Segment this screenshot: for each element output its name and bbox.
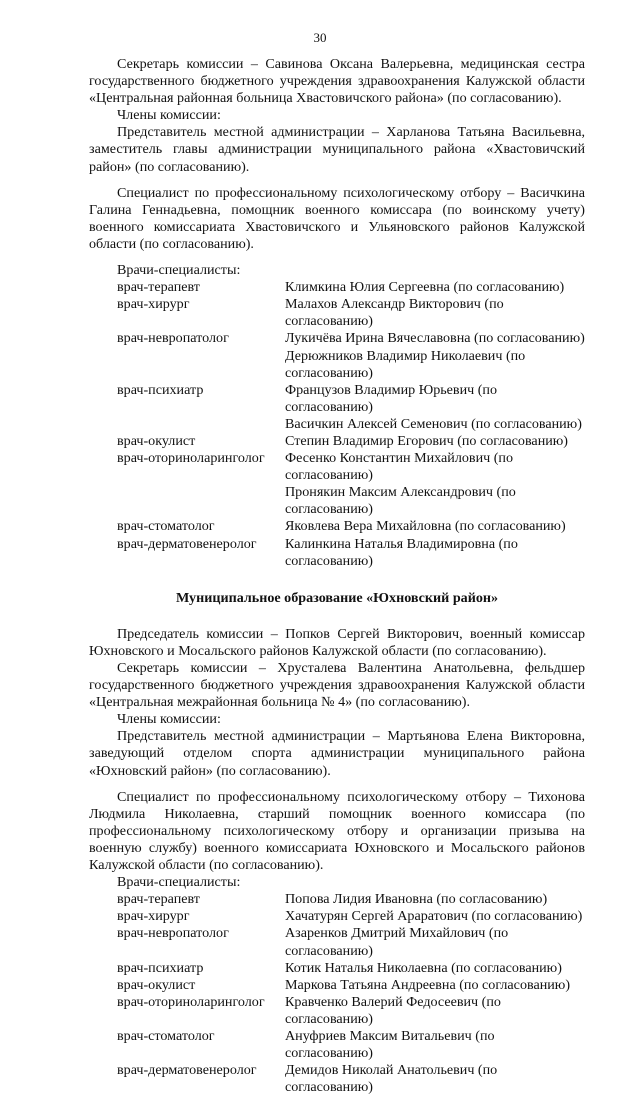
doctor-name: Дерюжников Владимир Николаевич (по согласованию) [285, 347, 526, 381]
psychologist-paragraph: Специалист по профессиональному психологическому отбору – Васичкина Галина Геннадьевна, помощник военного комиссара (по воинскому учету) военного комиссариата Хвастовичского и Ульяновского районов Калужской области (по согласованию). [89, 184, 585, 252]
doctor-name: Климкина Юлия Сергеевна (по согласованию) [285, 279, 565, 296]
page-number: 30 [313, 30, 327, 45]
doctor-row [117, 348, 585, 382]
doctor-name: Кравченко Валерий Федосеевич (по согласованию) [285, 993, 501, 1027]
doctor-specialty: врач-окулист [117, 976, 196, 993]
doctor-name: Малахов Александр Викторович (по согласованию) [285, 296, 504, 330]
doctor-name: Лукичёва Ирина Вячеславовна (по согласованию) [285, 330, 585, 347]
doctor-specialty: врач-хирург [117, 296, 190, 313]
doctors-table [117, 279, 585, 570]
doctor-row [117, 536, 585, 570]
doctor-name: Ануфриев Максим Витальевич (по согласованию) [285, 1027, 495, 1062]
doctor-specialty: врач-хирург [117, 908, 190, 925]
doctor-specialty: врач-терапевт [117, 279, 200, 296]
doctor-row [117, 296, 585, 330]
doctor-specialty: врач-дерматовенеролог [117, 1062, 257, 1079]
doctor-name: Азаренков Дмитрий Михайлович (по согласованию) [285, 925, 509, 959]
doctor-name: Демидов Николай Анатольевич (по согласованию) [285, 1062, 498, 1096]
doctor-specialty: врач-дерматовенеролог [117, 535, 257, 552]
doctor-specialty: врач-стоматолог [117, 518, 215, 535]
doctor-name: Васичкин Алексей Семенович (по согласованию) [285, 415, 582, 432]
doctor-row [117, 382, 585, 416]
doctor-name: Попова Лидия Ивановна (по согласованию) [285, 891, 548, 908]
doctor-name: Пронякин Максим Александрович (по согласованию) [285, 484, 516, 518]
doctor-name: Котик Наталья Николаевна (по согласованию) [285, 959, 562, 976]
doctor-row [117, 330, 585, 347]
doctor-row [117, 977, 585, 994]
admin-representative-paragraph: Представитель местной администрации – Харланова Татьяна Васильевна, заместитель главы администрации муниципального района «Хвастовичский район» (по согласованию). [89, 124, 585, 175]
doctor-specialty [117, 416, 285, 433]
doctor-row [117, 484, 585, 518]
doctor-row [117, 1028, 585, 1062]
secretary-paragraph: Секретарь комиссии – Савинова Оксана Валерьевна, медицинская сестра государственного бюджетного учреждения здравоохранения Калужской области «Центральная районная больница Хвастовичского района» (по согласованию). [89, 56, 585, 107]
doctor-specialty: врач-оториноларинголог [117, 450, 265, 467]
doctor-specialty: врач-окулист [117, 432, 196, 449]
doctor-row [117, 1062, 585, 1096]
doctor-specialty: врач-невропатолог [117, 330, 229, 347]
doctor-specialty: врач-психиатр [117, 959, 204, 976]
doctor-name: Фесенко Константин Михайлович (по согласованию) [285, 450, 514, 484]
doctor-row [117, 279, 585, 296]
doctor-name: Калинкина Наталья Владимировна (по согласованию) [285, 535, 518, 569]
secretary-paragraph: Секретарь комиссии – Хрусталева Валентина Анатольевна, фельдшер государственного бюджетного учреждения здравоохранения Калужской области «Центральная межрайонная больница № 4» (по согласованию). [89, 660, 585, 711]
psychologist-paragraph: Специалист по профессиональному психологическому отбору – Тихонова Людмила Николаевна, старший помощник военного комиссара (по профессиональному психологическому отбору и организации призыва на военную службу) военного комиссариата Юхновского и Мосальского районов Калужской области (по согласованию). [89, 788, 585, 874]
section-title: Муниципальное образование «Юхновский район» [175, 589, 499, 606]
doctor-specialty [117, 348, 285, 382]
doctor-specialty: врач-невропатолог [117, 925, 229, 942]
doctor-specialty [117, 484, 285, 518]
doctor-name: Маркова Татьяна Андреевна (по согласованию) [285, 976, 571, 993]
doctor-name: Хачатурян Сергей Араратович (по согласованию) [285, 908, 583, 925]
doctor-row [117, 994, 585, 1028]
doctor-row [117, 908, 585, 925]
doctor-row [117, 433, 585, 450]
doctor-row [117, 891, 585, 908]
doctor-specialty: врач-терапевт [117, 891, 200, 908]
admin-representative-paragraph: Представитель местной администрации – Мартьянова Елена Викторовна, заведующий отделом спорта администрации муниципального района «Юхновский район» (по согласованию). [89, 728, 585, 779]
doctor-row [117, 518, 585, 535]
doctor-specialty: врач-оториноларинголог [117, 993, 265, 1010]
doctor-row [117, 416, 585, 433]
members-label: Члены комиссии: [117, 107, 221, 124]
chairman-paragraph: Председатель комиссии – Попков Сергей Викторович, военный комиссар Юхновского и Мосальского районов Калужской области (по согласованию). [89, 625, 585, 659]
doctors-label: Врачи-специалисты: [117, 262, 241, 279]
doctor-name: Яковлева Вера Михайловна (по согласованию) [285, 518, 566, 535]
doctor-row [117, 925, 585, 959]
doctors-label: Врачи-специалисты: [117, 874, 241, 891]
doctor-specialty: врач-психиатр [117, 381, 204, 398]
doctor-specialty: врач-стоматолог [117, 1027, 215, 1044]
doctor-row [117, 450, 585, 484]
members-label: Члены комиссии: [117, 711, 221, 728]
doctors-table [117, 891, 585, 1096]
document-body [89, 56, 585, 1096]
doctor-name: Французов Владимир Юрьевич (по согласованию) [285, 381, 498, 415]
doctor-row [117, 960, 585, 977]
doctor-name: Степин Владимир Егорович (по согласованию) [285, 432, 568, 449]
